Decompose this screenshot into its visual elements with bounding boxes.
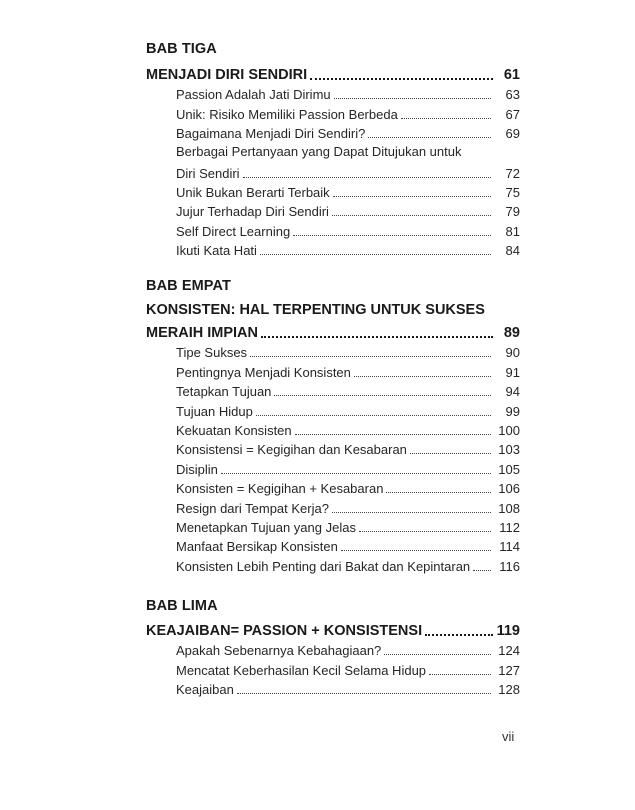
entry-title: Ikuti Kata Hati xyxy=(176,243,257,259)
entry-page-number: 105 xyxy=(498,461,520,477)
page-folio: vii xyxy=(502,729,515,744)
entry-page-number: 69 xyxy=(505,126,520,142)
entry-title: Unik Bukan Berarti Terbaik xyxy=(176,184,330,200)
dot-leader xyxy=(332,202,491,221)
dot-leader xyxy=(237,680,491,699)
entry-title: Konsisten Lebih Penting dari Bakat dan Kepintaran xyxy=(176,558,471,574)
dot-leader xyxy=(221,459,491,478)
toc-section-bab-tiga xyxy=(146,40,520,260)
dot-leader xyxy=(354,362,491,381)
toc-entry[interactable] xyxy=(176,362,520,381)
dot-leader xyxy=(310,64,493,85)
chapter-title-row[interactable] xyxy=(146,322,520,343)
toc-section-bab-lima xyxy=(146,597,520,699)
bab-heading: BAB TIGA xyxy=(146,41,217,57)
entry-page-number: 72 xyxy=(505,165,520,181)
chapter-page-number: 119 xyxy=(496,623,520,639)
toc-entry[interactable] xyxy=(176,401,520,420)
toc-entry[interactable] xyxy=(176,104,520,123)
toc-entry[interactable] xyxy=(176,641,520,660)
entry-page-number: 112 xyxy=(499,519,520,535)
toc-entry[interactable] xyxy=(176,440,520,459)
entry-page-number: 106 xyxy=(498,481,520,497)
entry-page-number: 99 xyxy=(505,403,520,419)
entry-title: Disiplin xyxy=(176,461,218,477)
dot-leader xyxy=(425,620,493,641)
dot-leader xyxy=(410,440,491,459)
entry-title: Konsisten = Kegigihan + Kesabaran xyxy=(176,481,384,497)
entry-page-number: 84 xyxy=(505,243,520,259)
entry-list xyxy=(146,641,520,699)
chapter-title: MENJADI DIRI SENDIRI xyxy=(146,67,308,83)
entry-page-number: 116 xyxy=(499,558,520,574)
entry-title-line-1: Berbagai Pertanyaan yang Dapat Ditujukan untuk xyxy=(176,144,462,160)
toc-entry[interactable] xyxy=(176,498,520,517)
toc-entry[interactable] xyxy=(176,680,520,699)
entry-page-number: 100 xyxy=(498,422,520,438)
entry-page-number: 63 xyxy=(505,87,520,103)
entry-page-number: 94 xyxy=(505,384,520,400)
chapter-title: KEAJAIBAN= PASSION + KONSISTENSI xyxy=(146,623,423,639)
entry-title-line-2: Diri Sendiri xyxy=(176,165,240,181)
chapter-title-line-1[interactable] xyxy=(146,299,520,320)
dot-leader xyxy=(332,498,491,517)
dot-leader xyxy=(359,518,491,537)
dot-leader xyxy=(256,401,491,420)
toc-entry[interactable] xyxy=(176,421,520,440)
toc-entry[interactable] xyxy=(176,85,520,104)
entry-title: Apakah Sebenarnya Kebahagiaan? xyxy=(176,643,382,659)
toc-entry[interactable] xyxy=(176,202,520,221)
dot-leader xyxy=(243,163,491,182)
chapter-title: KONSISTEN: HAL TERPENTING UNTUK SUKSES xyxy=(146,302,485,318)
entry-title: Tetapkan Tujuan xyxy=(176,384,272,400)
entry-page-number: 103 xyxy=(498,442,520,458)
entry-page-number: 67 xyxy=(505,106,520,122)
entry-title: Tujuan Hidup xyxy=(176,403,253,419)
toc-section-bab-empat xyxy=(146,277,520,576)
entry-title: Jujur Terhadap Diri Sendiri xyxy=(176,204,329,220)
entry-page-number: 75 xyxy=(505,184,520,200)
entry-page-number: 79 xyxy=(505,204,520,220)
dot-leader xyxy=(401,104,491,123)
entry-title: Konsistensi = Kegigihan dan Kesabaran xyxy=(176,442,407,458)
dot-leader xyxy=(261,322,493,343)
dot-leader xyxy=(368,124,491,143)
dot-leader xyxy=(334,85,491,104)
entry-title: Passion Adalah Jati Dirimu xyxy=(176,87,331,103)
entry-page-number: 91 xyxy=(505,364,520,380)
toc-entry[interactable] xyxy=(176,382,520,401)
entry-page-number: 81 xyxy=(505,223,520,239)
dot-leader xyxy=(295,421,491,440)
bab-heading: BAB LIMA xyxy=(146,598,218,614)
chapter-title-row[interactable] xyxy=(146,64,520,85)
entry-list xyxy=(146,343,520,576)
toc-entry[interactable] xyxy=(176,556,520,575)
dot-leader xyxy=(386,479,491,498)
entry-page-number: 114 xyxy=(499,539,520,555)
dot-leader xyxy=(274,382,491,401)
toc-entry[interactable] xyxy=(176,660,520,679)
entry-page-number: 127 xyxy=(498,662,520,678)
entry-title: Self Direct Learning xyxy=(176,223,291,239)
chapter-title-continued: MERAIH IMPIAN xyxy=(146,325,258,341)
toc-entry[interactable] xyxy=(176,143,520,182)
toc-entry[interactable] xyxy=(176,343,520,362)
entry-title: Tipe Sukses xyxy=(176,345,248,361)
chapter-title-row[interactable] xyxy=(146,620,520,641)
dot-leader xyxy=(384,641,491,660)
chapter-page-number: 89 xyxy=(503,325,520,341)
bab-heading: BAB EMPAT xyxy=(146,278,231,294)
dot-leader xyxy=(341,537,491,556)
entry-page-number: 124 xyxy=(498,643,520,659)
entry-title: Keajaiban xyxy=(176,682,234,698)
chapter-page-number: 61 xyxy=(503,67,520,83)
entry-title: Menetapkan Tujuan yang Jelas xyxy=(176,519,356,535)
toc-entry[interactable] xyxy=(176,459,520,478)
entry-title: Unik: Risiko Memiliki Passion Berbeda xyxy=(176,106,398,122)
entry-title: Resign dari Tempat Kerja? xyxy=(176,500,329,516)
dot-leader xyxy=(473,556,491,575)
toc-entry[interactable] xyxy=(176,124,520,143)
entry-list xyxy=(146,85,520,260)
toc-entry[interactable] xyxy=(176,221,520,240)
entry-page-number: 128 xyxy=(498,682,520,698)
dot-leader xyxy=(250,343,491,362)
entry-page-number: 108 xyxy=(498,500,520,516)
entry-title: Manfaat Bersikap Konsisten xyxy=(176,539,338,555)
entry-title: Kekuatan Konsisten xyxy=(176,422,292,438)
toc-entry[interactable] xyxy=(176,183,520,202)
entry-page-number: 90 xyxy=(505,345,520,361)
dot-leader xyxy=(429,660,491,679)
toc-entry[interactable] xyxy=(176,537,520,556)
dot-leader xyxy=(293,221,491,240)
entry-title: Pentingnya Menjadi Konsisten xyxy=(176,364,351,380)
entry-title: Bagaimana Menjadi Diri Sendiri? xyxy=(176,126,366,142)
entry-title: Mencatat Keberhasilan Kecil Selama Hidup xyxy=(176,662,427,678)
toc-entry[interactable] xyxy=(176,479,520,498)
dot-leader xyxy=(333,183,491,202)
dot-leader xyxy=(260,241,491,260)
toc-entry[interactable] xyxy=(176,241,520,260)
toc-entry[interactable] xyxy=(176,518,520,537)
